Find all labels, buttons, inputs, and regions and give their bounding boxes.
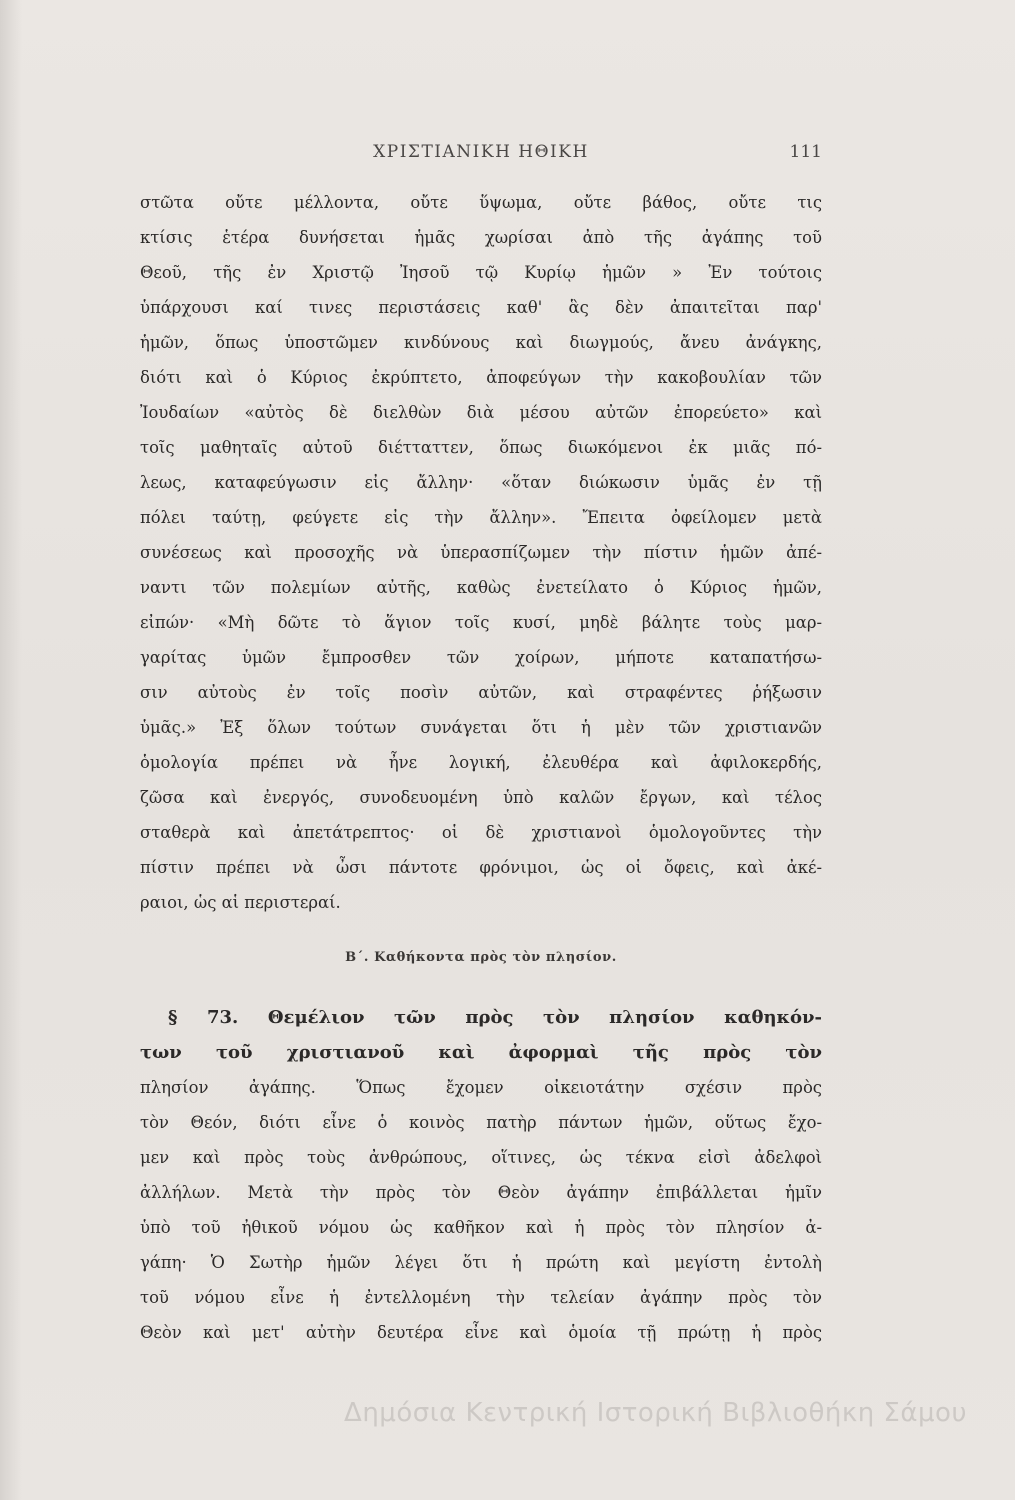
- library-watermark: Δημόσια Κεντρική Ιστορική Βιβλιοθήκη Σάμου: [344, 1398, 967, 1428]
- text-line: μεν καὶ πρὸς τοὺς ἀνθρώπους, οἵτινες, ὡς τέκνα εἰσὶ ἀδελφοὶ: [140, 1148, 822, 1167]
- text-line: εἰπών· «Μὴ δῶτε τὸ ἅγιον τοῖς κυσί, μηδὲ βάλητε τοὺς μαρ-: [140, 613, 822, 632]
- page-number: 111: [789, 142, 822, 162]
- text-line: τὸν Θεόν, διότι εἶνε ὁ κοινὸς πατὴρ πάντων ἡμῶν, οὕτως ἔχο-: [140, 1113, 822, 1132]
- text-line: ἀλλήλων. Μετὰ τὴν πρὸς τὸν Θεὸν ἀγάπην ἐπιβάλλεται ἡμῖν: [140, 1183, 822, 1202]
- text-line: ραιοι, ὡς αἱ περιστεραί.: [140, 893, 341, 912]
- section-heading: Β΄. Καθήκοντα πρὸς τὸν πλησίον.: [345, 950, 617, 965]
- text-line: ὑμᾶς.» Ἐξ ὅλων τούτων συνάγεται ὅτι ἡ μὲν τῶν χριστιανῶν: [140, 718, 822, 737]
- text-line: Ἰουδαίων «αὐτὸς δὲ διελθὼν διὰ μέσου αὐτῶν ἐπορεύετο» καὶ: [140, 403, 822, 422]
- text-line: πόλει ταύτῃ, φεύγετε εἰς τὴν ἄλλην». Ἔπειτα ὀφείλομεν μετὰ: [140, 508, 822, 527]
- paragraph-heading-line: § 73. Θεμέλιον τῶν πρὸς τὸν πλησίον καθηκόν-: [168, 1007, 822, 1028]
- text-line: γάπη· Ὁ Σωτὴρ ἡμῶν λέγει ὅτι ἡ πρώτη καὶ μεγίστη ἐντολὴ: [140, 1253, 822, 1272]
- text-line: σιν αὐτοὺς ἐν τοῖς ποσὶν αὐτῶν, καὶ στραφέντες ῥήξωσιν: [140, 683, 822, 702]
- text-line: Θεὸν καὶ μετ' αὐτὴν δευτέρα εἶνε καὶ ὁμοία τῇ πρώτῃ ἡ πρὸς: [140, 1323, 822, 1342]
- text-line: λεως, καταφεύγωσιν εἰς ἄλλην· «ὅταν διώκωσιν ὑμᾶς ἐν τῇ: [140, 473, 822, 492]
- text-line: ζῶσα καὶ ἐνεργός, συνοδευομένη ὑπὸ καλῶν ἔργων, καὶ τέλος: [140, 788, 822, 807]
- paragraph-heading-line: των τοῦ χριστιανοῦ καὶ ἀφορμαὶ τῆς πρὸς τὸν: [140, 1042, 822, 1063]
- running-title: ΧΡΙΣΤΙΑΝΙΚΗ ΗΘΙΚΗ: [373, 142, 589, 162]
- text-line: πίστιν πρέπει νὰ ὦσι πάντοτε φρόνιμοι, ὡς οἱ ὄφεις, καὶ ἀκέ-: [140, 858, 822, 877]
- text-line: κτίσις ἑτέρα δυνήσεται ἡμᾶς χωρίσαι ἀπὸ τῆς ἀγάπης τοῦ: [140, 228, 822, 247]
- text-line: διότι καὶ ὁ Κύριος ἐκρύπτετο, ἀποφεύγων τὴν κακοβουλίαν τῶν: [140, 368, 822, 387]
- text-line: στῶτα οὔτε μέλλοντα, οὔτε ὕψωμα, οὔτε βάθος, οὔτε τις: [140, 193, 822, 212]
- paragraph-73: [140, 1000, 822, 1350]
- text-line: γαρίτας ὑμῶν ἔμπροσθεν τῶν χοίρων, μήποτε καταπατήσω-: [140, 648, 822, 667]
- text-line: συνέσεως καὶ προσοχῆς νὰ ὑπερασπίζωμεν τὴν πίστιν ἡμῶν ἀπέ-: [140, 543, 822, 562]
- text-line: πλησίον ἀγάπης. Ὅπως ἔχομεν οἰκειοτάτην σχέσιν πρὸς: [140, 1078, 822, 1097]
- text-line: ὁμολογία πρέπει νὰ ἦνε λογική, ἐλευθέρα καὶ ἀφιλοκερδής,: [140, 753, 822, 772]
- page-edge-shadow: [0, 0, 22, 1500]
- running-header: [140, 142, 822, 172]
- text-line: ὑπάρχουσι καί τινες περιστάσεις καθ' ἃς δὲν ἀπαιτεῖται παρ': [140, 298, 822, 317]
- text-line: Θεοῦ, τῆς ἐν Χριστῷ Ἰησοῦ τῷ Κυρίῳ ἡμῶν » Ἐν τούτοις: [140, 263, 822, 282]
- text-line: τοῖς μαθηταῖς αὐτοῦ διέτταττεν, ὅπως διωκόμενοι ἐκ μιᾶς πό-: [140, 438, 822, 457]
- text-line: τοῦ νόμου εἶνε ἡ ἐντελλομένη τὴν τελείαν ἀγάπην πρὸς τὸν: [140, 1288, 822, 1307]
- text-line: ναντι τῶν πολεμίων αὐτῆς, καθὼς ἐνετείλατο ὁ Κύριος ἡμῶν,: [140, 578, 822, 597]
- paragraph-1: [140, 185, 822, 920]
- text-line: ἡμῶν, ὅπως ὑποστῶμεν κινδύνους καὶ διωγμούς, ἄνευ ἀνάγκης,: [140, 333, 822, 352]
- text-line: ὑπὸ τοῦ ἠθικοῦ νόμου ὡς καθῆκον καὶ ἡ πρὸς τὸν πλησίον ἀ-: [140, 1218, 822, 1237]
- text-line: σταθερὰ καὶ ἀπετάτρεπτος· οἱ δὲ χριστιανοὶ ὁμολογοῦντες τὴν: [140, 823, 822, 842]
